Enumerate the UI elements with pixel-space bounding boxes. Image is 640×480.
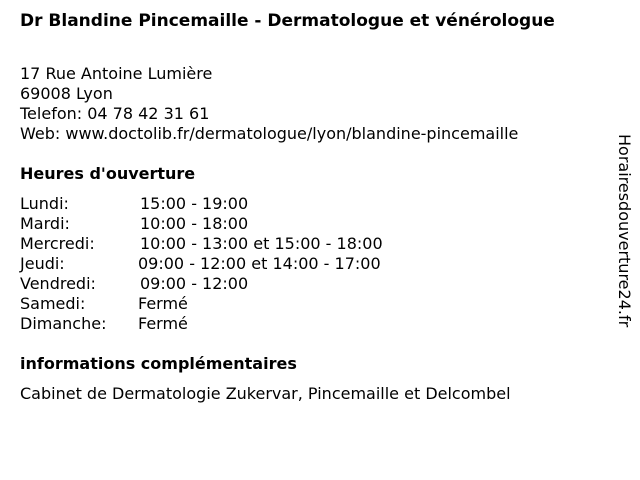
site-watermark: Horairesdouverture24.fr bbox=[615, 134, 634, 328]
day-label: Dimanche: bbox=[20, 314, 107, 333]
hours-row-thursday bbox=[20, 254, 383, 274]
day-hours: 15:00 - 19:00 bbox=[140, 194, 249, 213]
opening-hours-table bbox=[20, 194, 383, 334]
opening-hours-heading: Heures d'ouverture bbox=[20, 164, 196, 183]
day-hours: Fermé bbox=[138, 294, 188, 313]
hours-row-saturday bbox=[20, 294, 383, 314]
day-label: Lundi: bbox=[20, 194, 69, 213]
day-hours: 10:00 - 18:00 bbox=[140, 214, 249, 233]
day-label: Mardi: bbox=[20, 214, 70, 233]
additional-info-text: Cabinet de Dermatologie Zukervar, Pincemaille et Delcombel bbox=[20, 384, 511, 403]
hours-row-sunday bbox=[20, 314, 383, 334]
contact-block bbox=[20, 64, 518, 144]
day-label: Samedi: bbox=[20, 294, 86, 313]
day-label: Vendredi: bbox=[20, 274, 96, 293]
address-street: 17 Rue Antoine Lumière bbox=[20, 64, 213, 83]
day-hours: Fermé bbox=[138, 314, 188, 333]
additional-info-heading: informations complémentaires bbox=[20, 354, 297, 373]
day-label: Mercredi: bbox=[20, 234, 95, 253]
hours-row-friday bbox=[20, 274, 383, 294]
hours-row-wednesday bbox=[20, 234, 383, 254]
day-hours: 09:00 - 12:00 et 14:00 - 17:00 bbox=[138, 254, 381, 273]
day-label: Jeudi: bbox=[20, 254, 65, 273]
website-line: Web: www.doctolib.fr/dermatologue/lyon/blandine-pincemaille bbox=[20, 124, 519, 143]
phone-line: Telefon: 04 78 42 31 61 bbox=[20, 104, 210, 123]
day-hours: 10:00 - 13:00 et 15:00 - 18:00 bbox=[140, 234, 383, 253]
hours-row-monday bbox=[20, 194, 383, 214]
hours-row-tuesday bbox=[20, 214, 383, 234]
business-title: Dr Blandine Pincemaille - Dermatologue et vénérologue bbox=[20, 11, 555, 31]
day-hours: 09:00 - 12:00 bbox=[140, 274, 249, 293]
address-city: 69008 Lyon bbox=[20, 84, 113, 103]
